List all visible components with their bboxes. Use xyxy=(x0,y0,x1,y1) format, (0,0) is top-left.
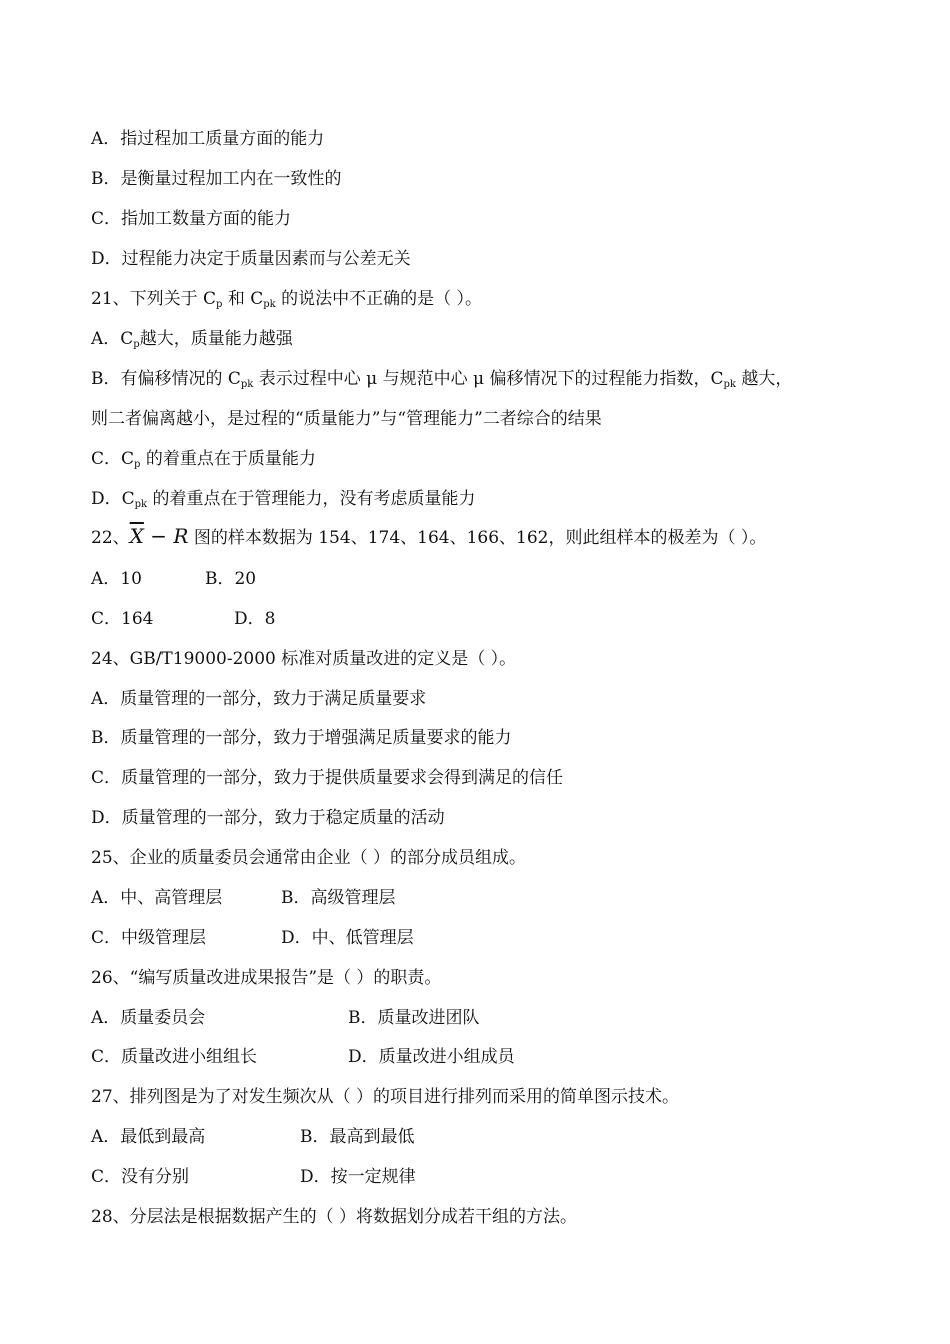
q21-d-prefix: D．C xyxy=(91,489,135,509)
q22-stem xyxy=(91,524,766,550)
q21-a-sub: p xyxy=(133,339,140,350)
q26-stem: 26、“编写质量改进成果报告”是（ ）的职责。 xyxy=(91,968,442,988)
q21-stem-sub-p: p xyxy=(216,299,223,310)
q26-option-a: A．质量委员会 xyxy=(91,1008,206,1028)
q21-d-sub: pk xyxy=(134,499,148,510)
q24-option-c: C．质量管理的一部分，致力于提供质量要求会得到满足的信任 xyxy=(91,768,564,788)
q27-option-b: B．最高到最低 xyxy=(300,1127,415,1147)
q22-number: 22、 xyxy=(91,528,130,548)
q20-option-c: C．指加工数量方面的能力 xyxy=(91,209,292,229)
q21-c-suffix: 的着重点在于质量能力 xyxy=(140,449,316,469)
q22-stem-text: 图的样本数据为 154、174、164、166、162，则此组样本的极差为（ ）。 xyxy=(188,528,767,548)
q21-c-sub: p xyxy=(134,459,141,470)
q21-a-suffix: 越大，质量能力越强 xyxy=(139,329,293,349)
q21-b-sub-2: pk xyxy=(723,379,736,390)
q21-d-suffix: 的着重点在于管理能力，没有考虑质量能力 xyxy=(147,489,476,509)
q24-option-a: A．质量管理的一部分，致力于满足质量要求 xyxy=(91,689,427,709)
q21-option-a xyxy=(91,327,293,351)
x-bar-r-formula xyxy=(130,524,189,548)
q26-options-row-1 xyxy=(91,1006,480,1030)
q27-option-d: D．按一定规律 xyxy=(300,1167,416,1187)
q22-option-a: A．10 xyxy=(91,569,142,589)
q21-stem-suffix: 的说法中不正确的是（ ）。 xyxy=(275,289,483,309)
q20-option-b: B．是衡量过程加工内在一致性的 xyxy=(91,169,342,189)
q27-option-c: C．没有分别 xyxy=(91,1167,190,1187)
minus-symbol: − xyxy=(143,524,174,548)
q26-option-d: D．质量改进小组成员 xyxy=(348,1047,515,1067)
q22-option-c: C．164 xyxy=(91,609,154,629)
q21-option-d xyxy=(91,487,476,511)
q24-stem: 24、GB/T19000-2000 标准对质量改进的定义是（ ）。 xyxy=(91,649,517,669)
q21-stem xyxy=(91,287,482,311)
q21-b-suffix: 越大， xyxy=(735,369,793,389)
q28-stem: 28、分层法是根据数据产生的（ ）将数据划分成若干组的方法。 xyxy=(91,1207,578,1227)
q22-options-row-1 xyxy=(91,567,256,591)
q25-option-a: A．中、高管理层 xyxy=(91,888,223,908)
q21-b-mid: 表示过程中心 μ 与规范中心 μ 偏移情况下的过程能力指数，C xyxy=(253,369,724,389)
q26-options-row-2 xyxy=(91,1045,515,1069)
q25-options-row-2 xyxy=(91,926,414,950)
q21-option-c xyxy=(91,447,316,471)
q20-option-a: A．指过程加工质量方面的能力 xyxy=(91,129,325,149)
q22-option-b: B．20 xyxy=(205,569,257,589)
q24-option-d: D．质量管理的一部分，致力于稳定质量的活动 xyxy=(91,808,445,828)
q21-stem-sub-pk: pk xyxy=(263,299,276,310)
q22-options-row-2 xyxy=(91,607,275,631)
q20-option-d: D．过程能力决定于质量因素而与公差无关 xyxy=(91,249,411,269)
q27-stem: 27、排列图是为了对发生频次从（ ）的项目进行排列而采用的简单图示技术。 xyxy=(91,1087,680,1107)
q22-option-d: D．8 xyxy=(234,609,276,629)
q25-option-d: D．中、低管理层 xyxy=(281,928,414,948)
q25-options-row-1 xyxy=(91,886,396,910)
q21-c-prefix: C．C xyxy=(91,449,135,469)
q24-option-b: B．质量管理的一部分，致力于增强满足质量要求的能力 xyxy=(91,728,512,748)
q21-stem-mid: 和 C xyxy=(222,289,264,309)
q25-option-c: C．中级管理层 xyxy=(91,928,207,948)
q21-b-sub-1: pk xyxy=(240,379,254,390)
q26-option-c: C．质量改进小组组长 xyxy=(91,1047,258,1067)
r-symbol: R xyxy=(173,524,189,548)
x-bar-symbol: $\overline{X}$ xyxy=(129,524,144,548)
q26-option-b: B．质量改进团队 xyxy=(348,1008,480,1028)
q25-option-b: B．高级管理层 xyxy=(281,888,396,908)
q27-options-row-2 xyxy=(91,1165,416,1189)
q27-options-row-1 xyxy=(91,1125,415,1149)
q21-option-b xyxy=(91,367,792,391)
q21-option-b-continued: 则二者偏离越小，是过程的“质量能力”与“管理能力”二者综合的结果 xyxy=(91,409,602,429)
q21-a-prefix: A．C xyxy=(91,329,134,349)
q21-stem-prefix: 21、下列关于 C xyxy=(91,289,217,309)
q27-option-a: A．最低到最高 xyxy=(91,1127,206,1147)
q21-b-prefix: B．有偏移情况的 C xyxy=(91,369,241,389)
q25-stem: 25、企业的质量委员会通常由企业（ ）的部分成员组成。 xyxy=(91,848,527,868)
